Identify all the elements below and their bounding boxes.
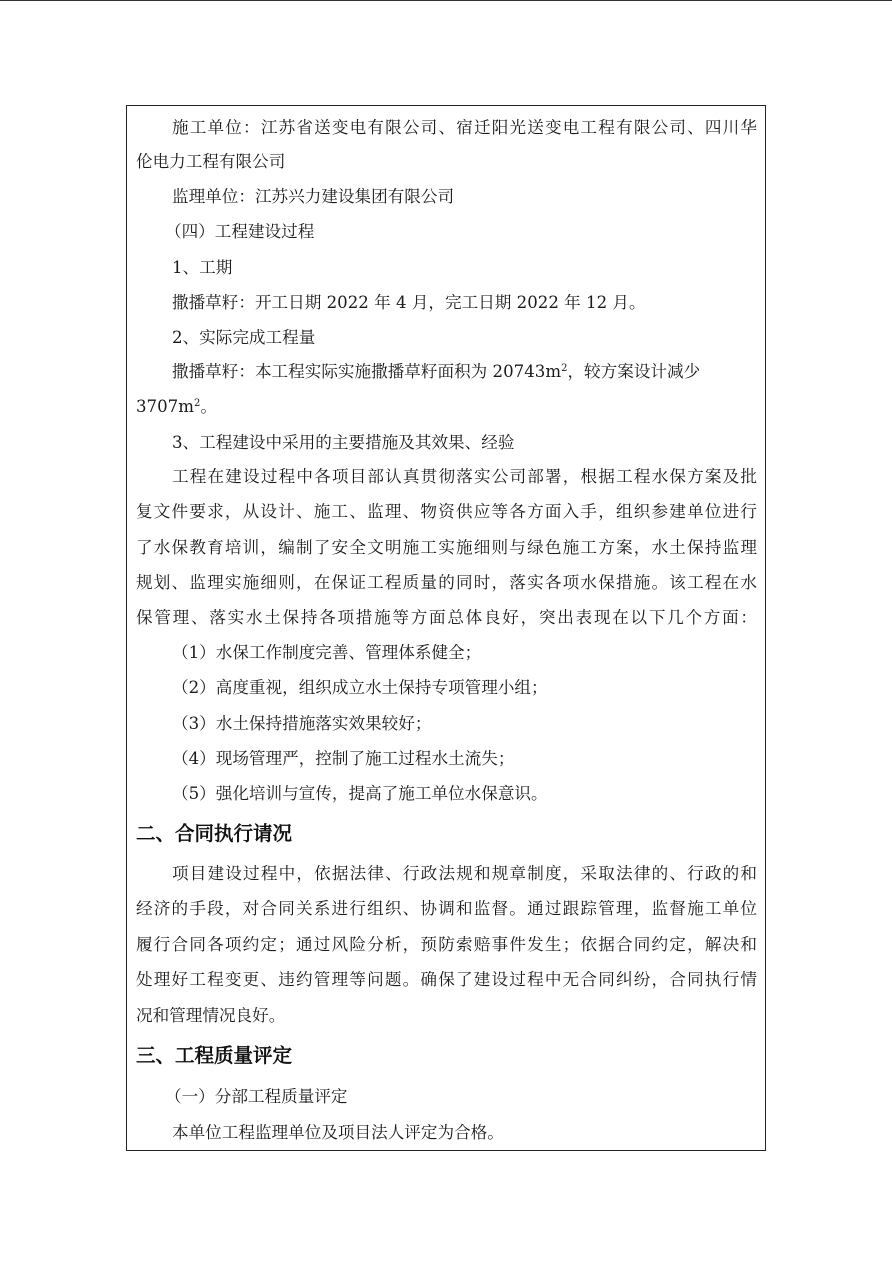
measure-item: （1）水保工作制度完善、管理体系健全； bbox=[172, 643, 482, 662]
measures-paragraph-line: 保管理、落实水土保持各项措施等方面总体良好，突出表现在以下几个方面： bbox=[136, 608, 757, 627]
contract-paragraph-line: 况和管理情况良好。 bbox=[136, 1006, 286, 1025]
quantity-heading: 2、实际完成工程量 bbox=[172, 328, 316, 347]
quality-sub-heading: （一）分部工程质量评定 bbox=[165, 1087, 348, 1106]
schedule-text: 撒播草籽：开工日期 2022 年 4 月，完工日期 2022 年 12 月。 bbox=[172, 293, 646, 312]
contract-paragraph-line: 经济的手段，对合同关系进行组织、协调和监督。通过跟踪管理，监督施工单位 bbox=[136, 899, 757, 918]
section-heading-quality: 三、工程质量评定 bbox=[136, 1044, 293, 1067]
measure-item: （3）水土保持措施落实效果较好； bbox=[172, 714, 432, 733]
contract-paragraph-line: 履行合同各项约定；通过风险分析，预防索赔事件发生；依据合同约定，解决和 bbox=[136, 935, 757, 954]
quantity-reduction: 3707m bbox=[136, 397, 194, 416]
process-heading: （四）工程建设过程 bbox=[165, 222, 315, 241]
construction-unit-line-1: 施工单位：江苏省送变电有限公司、宿迁阳光送变电工程有限公司、四川华 bbox=[172, 118, 757, 137]
measures-paragraph-line: 工程在建设过程中各项目部认真贯彻落实公司部署，根据工程水保方案及批 bbox=[172, 467, 757, 486]
measure-item: （2）高度重视，组织成立水土保持专项管理小组； bbox=[172, 678, 548, 697]
schedule-heading: 1、工期 bbox=[172, 258, 233, 277]
measure-item: （5）强化培训与宣传，提高了施工单位水保意识。 bbox=[172, 784, 548, 803]
quantity-text-main: 撒播草籽：本工程实际实施撒播草籽面积为 20743m bbox=[172, 362, 562, 381]
supervision-unit: 监理单位：江苏兴力建设集团有限公司 bbox=[172, 187, 455, 206]
superscript-2: 2 bbox=[193, 398, 201, 409]
quantity-text-line-2 bbox=[136, 397, 217, 417]
construction-unit-line-2: 伦电力工程有限公司 bbox=[136, 152, 286, 171]
quantity-reduction-tail: 。 bbox=[200, 397, 217, 416]
measures-paragraph-line: 规划、监理实施细则，在保证工程质量的同时，落实各项水保措施。该工程在水 bbox=[136, 573, 757, 592]
measures-paragraph-line: 复文件要求，从设计、施工、监理、物资供应等各方面入手，组织参建单位进行 bbox=[136, 502, 757, 521]
section-heading-contract: 二、合同执行请况 bbox=[136, 822, 293, 845]
contract-paragraph-line: 项目建设过程中，依据法律、行政法规和规章制度，采取法律的、行政的和 bbox=[172, 864, 757, 883]
quality-text: 本单位工程监理单位及项目法人评定为合格。 bbox=[172, 1123, 504, 1142]
superscript-2: 2 bbox=[561, 363, 568, 374]
measure-item: （4）现场管理严，控制了施工过程水土流失； bbox=[172, 749, 515, 768]
measures-paragraph-line: 了水保教育培训，编制了安全文明施工实施细则与绿色施工方案，水土保持监理 bbox=[136, 538, 757, 557]
page-top-rule bbox=[0, 0, 892, 1]
measures-heading: 3、工程建设中采用的主要措施及其效果、经验 bbox=[172, 433, 515, 452]
contract-paragraph-line: 处理好工程变更、违约管理等问题。确保了建设过程中无合同纠纷，合同执行情 bbox=[136, 970, 757, 989]
quantity-text-tail: ，较方案设计减少 bbox=[567, 362, 701, 381]
quantity-text-line-1 bbox=[172, 362, 700, 382]
